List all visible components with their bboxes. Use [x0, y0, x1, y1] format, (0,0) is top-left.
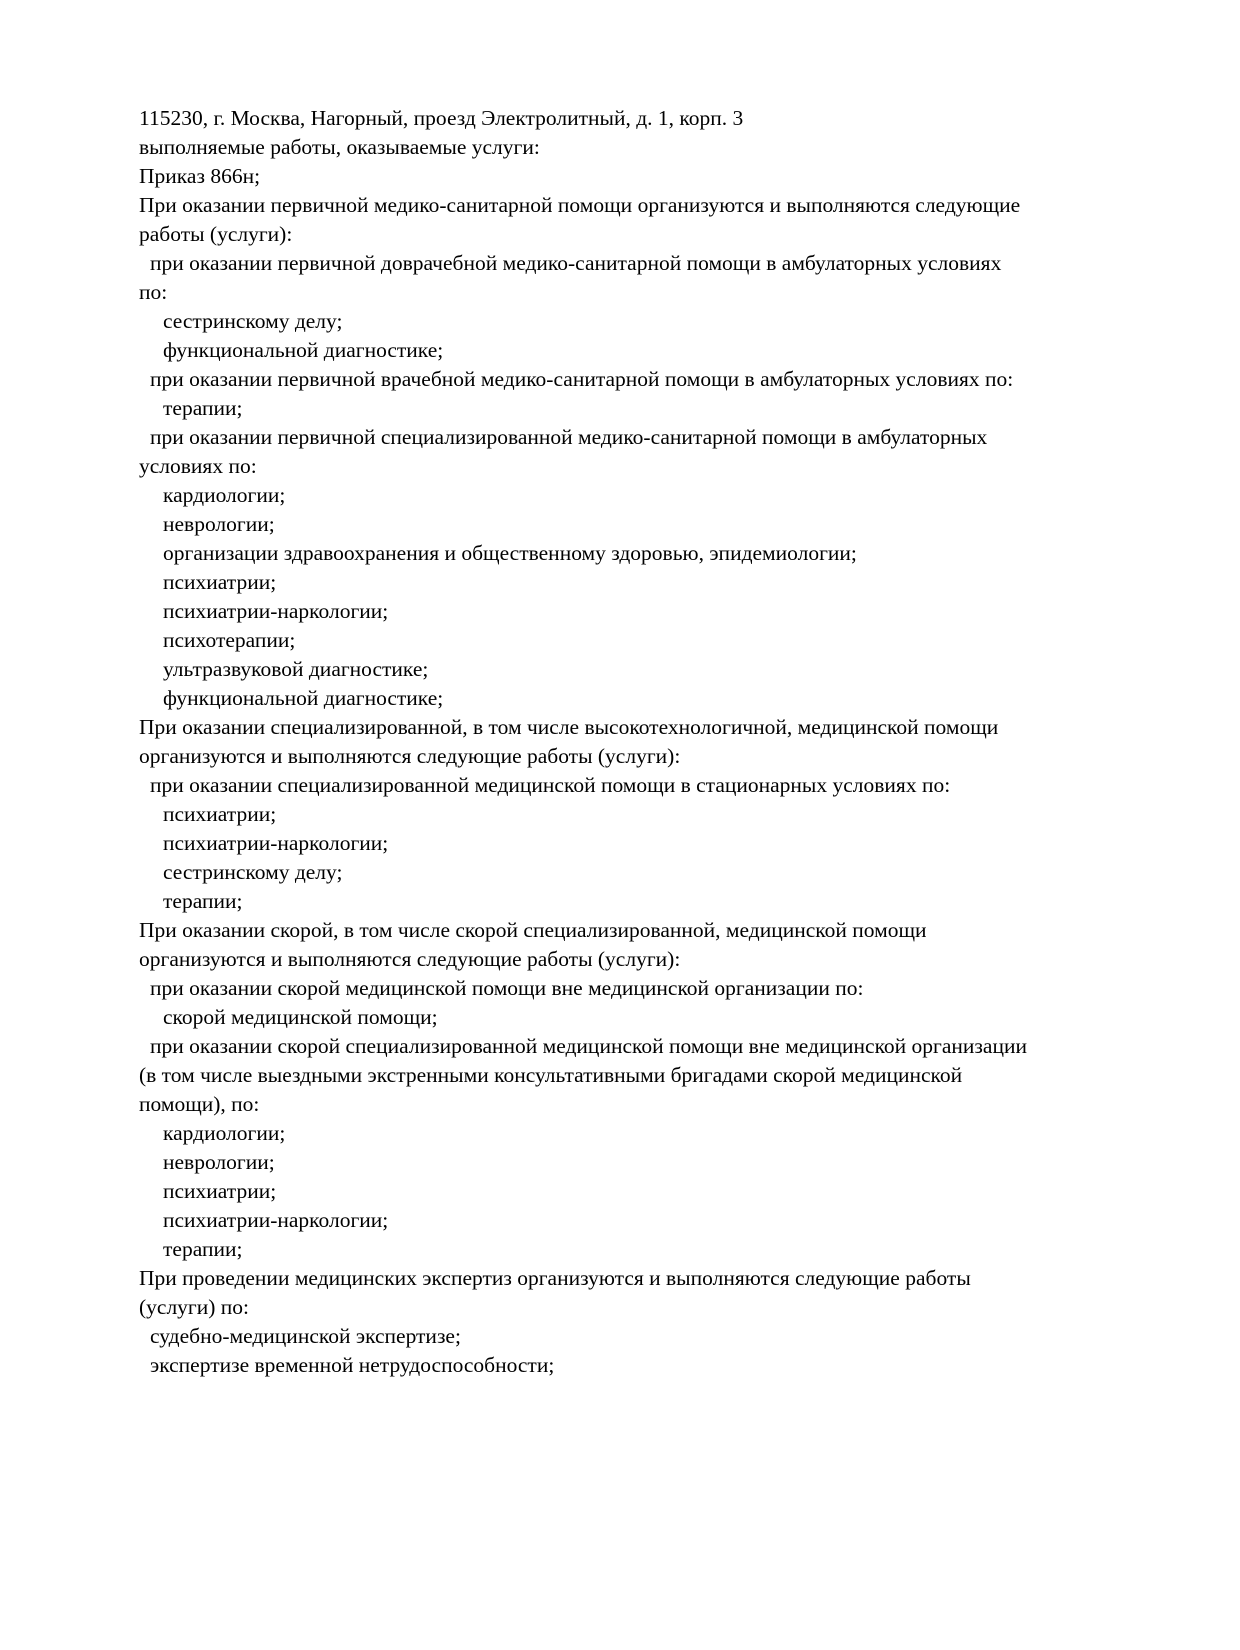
text-line: неврологии; [163, 1150, 275, 1174]
text-line: психиатрии-наркологии; [163, 1208, 389, 1232]
text-line: судебно-медицинской экспертизе; [150, 1324, 461, 1348]
text-line: ультразвуковой диагностике; [163, 657, 429, 681]
text-line: по: [139, 280, 168, 304]
text-line: психиатрии; [163, 570, 277, 594]
text-line: При оказании специализированной, в том числе высокотехнологичной, медицинской помощи [139, 715, 999, 739]
text-line: психотерапии; [163, 628, 296, 652]
text-line: терапии; [163, 396, 243, 420]
text-line: сестринскому делу; [163, 309, 343, 333]
text-line: помощи), по: [139, 1092, 260, 1116]
text-line: при оказании первичной врачебной медико-санитарной помощи в амбулаторных условиях по: [150, 367, 1014, 391]
text-line: скорой медицинской помощи; [163, 1005, 438, 1029]
text-line: при оказании первичной доврачебной медико-санитарной помощи в амбулаторных условиях [150, 251, 1002, 275]
text-line: При проведении медицинских экспертиз организуются и выполняются следующие работы [139, 1266, 971, 1290]
text-line: организуются и выполняются следующие работы (услуги): [139, 744, 681, 768]
text-line: Приказ 866н; [139, 164, 261, 188]
text-line: экспертизе временной нетрудоспособности; [150, 1353, 555, 1377]
text-line: психиатрии-наркологии; [163, 831, 389, 855]
text-line: выполняемые работы, оказываемые услуги: [139, 135, 540, 159]
text-line: при оказании скорой медицинской помощи вне медицинской организации по: [150, 976, 864, 1000]
text-line: работы (услуги): [139, 222, 293, 246]
text-line: организации здравоохранения и общественному здоровью, эпидемиологии; [163, 541, 857, 565]
text-line: при оказании специализированной медицинской помощи в стационарных условиях по: [150, 773, 951, 797]
text-line: (услуги) по: [139, 1295, 250, 1319]
text-line: организуются и выполняются следующие работы (услуги): [139, 947, 681, 971]
text-line: кардиологии; [163, 1121, 286, 1145]
text-line: психиатрии-наркологии; [163, 599, 389, 623]
text-line: функциональной диагностике; [163, 686, 444, 710]
document-text [139, 104, 1199, 1380]
text-line: психиатрии; [163, 802, 277, 826]
text-line: 115230, г. Москва, Нагорный, проезд Электролитный, д. 1, корп. 3 [139, 106, 744, 130]
text-line: функциональной диагностике; [163, 338, 444, 362]
text-line: сестринскому делу; [163, 860, 343, 884]
text-line: При оказании первичной медико-санитарной помощи организуются и выполняются следующие [139, 193, 1021, 217]
text-line: психиатрии; [163, 1179, 277, 1203]
text-line: терапии; [163, 889, 243, 913]
text-line: неврологии; [163, 512, 275, 536]
text-line: при оказании скорой специализированной медицинской помощи вне медицинской организации [150, 1034, 1027, 1058]
text-line: условиях по: [139, 454, 257, 478]
text-line: кардиологии; [163, 483, 286, 507]
text-line: (в том числе выездными экстренными консультативными бригадами скорой медицинской [139, 1063, 963, 1087]
text-line: при оказании первичной специализированной медико-санитарной помощи в амбулаторных [150, 425, 988, 449]
text-line: При оказании скорой, в том числе скорой специализированной, медицинской помощи [139, 918, 927, 942]
text-line: терапии; [163, 1237, 243, 1261]
